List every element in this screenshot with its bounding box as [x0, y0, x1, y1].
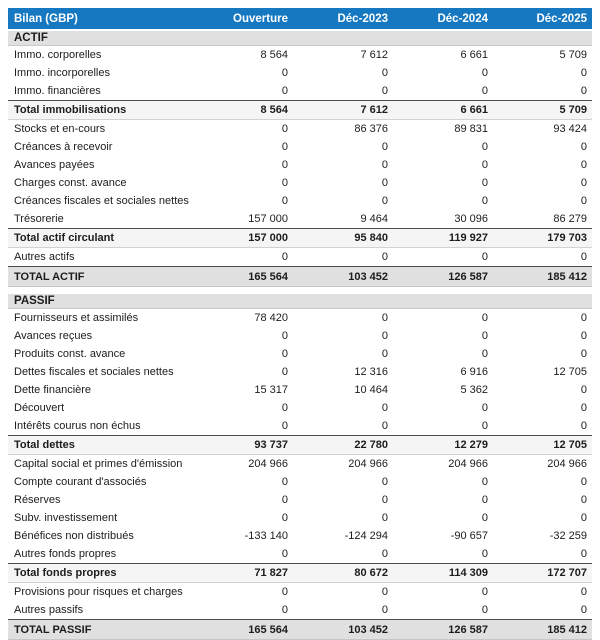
row-label: TOTAL PASSIF — [8, 620, 193, 640]
cell-value: 0 — [393, 491, 493, 509]
subtotal-row — [8, 436, 592, 455]
row-label: Avances payées — [8, 156, 193, 174]
table-row — [8, 248, 592, 267]
cell-value: 0 — [293, 417, 393, 436]
cell-value: 0 — [493, 248, 592, 267]
row-label: Intérêts courus non échus — [8, 417, 193, 436]
cell-value: 119 927 — [393, 229, 493, 248]
cell-value: 0 — [493, 583, 592, 602]
cell-value: 0 — [293, 491, 393, 509]
row-label: Total immobilisations — [8, 101, 193, 120]
cell-value: 0 — [193, 545, 293, 564]
cell-value: 165 564 — [193, 620, 293, 640]
cell-value: 0 — [193, 583, 293, 602]
row-label: Subv. investissement — [8, 509, 193, 527]
table-row — [8, 417, 592, 436]
table-title: Bilan (GBP) — [8, 8, 193, 30]
row-label: Autres actifs — [8, 248, 193, 267]
cell-value: 0 — [293, 473, 393, 491]
cell-value: 0 — [393, 327, 493, 345]
cell-value: 0 — [293, 309, 393, 328]
cell-value: 15 317 — [193, 381, 293, 399]
cell-value: -133 140 — [193, 527, 293, 545]
cell-value: 0 — [193, 601, 293, 620]
cell-value: 0 — [393, 174, 493, 192]
cell-value: 0 — [193, 417, 293, 436]
table-row — [8, 138, 592, 156]
cell-value: 172 707 — [493, 564, 592, 583]
cell-value: 0 — [493, 192, 592, 210]
cell-value: 0 — [493, 309, 592, 328]
table-row — [8, 381, 592, 399]
cell-value: 7 612 — [293, 101, 393, 120]
cell-value: -32 259 — [493, 527, 592, 545]
cell-value: 0 — [193, 509, 293, 527]
cell-value: 10 464 — [293, 381, 393, 399]
cell-value: 95 840 — [293, 229, 393, 248]
cell-value: 0 — [493, 138, 592, 156]
table-row — [8, 174, 592, 192]
table-row — [8, 210, 592, 229]
row-label: Découvert — [8, 399, 193, 417]
cell-value: 204 966 — [393, 455, 493, 474]
section-row — [8, 294, 592, 309]
table-row — [8, 509, 592, 527]
cell-value: 0 — [193, 345, 293, 363]
cell-value: 0 — [193, 248, 293, 267]
row-label: Réserves — [8, 491, 193, 509]
row-label: Produits const. avance — [8, 345, 193, 363]
cell-value: 0 — [393, 192, 493, 210]
cell-value: 103 452 — [293, 620, 393, 640]
row-label: Autres passifs — [8, 601, 193, 620]
column-header-dec-2023: Déc-2023 — [293, 8, 393, 30]
cell-value: 0 — [493, 417, 592, 436]
cell-value: 157 000 — [193, 210, 293, 229]
cell-value: 0 — [193, 120, 293, 139]
cell-value: 30 096 — [393, 210, 493, 229]
row-label: Total actif circulant — [8, 229, 193, 248]
cell-value: 93 737 — [193, 436, 293, 455]
row-label: Trésorerie — [8, 210, 193, 229]
table-row — [8, 345, 592, 363]
table-row — [8, 527, 592, 545]
cell-value: 0 — [193, 138, 293, 156]
cell-value: 0 — [193, 156, 293, 174]
row-label: Capital social et primes d'émission — [8, 455, 193, 474]
row-label: ACTIF — [8, 30, 592, 46]
subtotal-row — [8, 101, 592, 120]
header-row — [8, 8, 592, 30]
cell-value: 165 564 — [193, 267, 293, 287]
cell-value: 0 — [193, 174, 293, 192]
cell-value: 0 — [193, 192, 293, 210]
cell-value: 86 279 — [493, 210, 592, 229]
cell-value: 9 464 — [293, 210, 393, 229]
cell-value: 0 — [193, 399, 293, 417]
table-row — [8, 46, 592, 65]
cell-value: 0 — [493, 82, 592, 101]
table-row — [8, 399, 592, 417]
cell-value: 0 — [493, 491, 592, 509]
table-row — [8, 455, 592, 474]
cell-value: 0 — [293, 545, 393, 564]
cell-value: 0 — [293, 248, 393, 267]
cell-value: 12 279 — [393, 436, 493, 455]
cell-value: 0 — [293, 192, 393, 210]
cell-value: 185 412 — [493, 620, 592, 640]
table-row — [8, 120, 592, 139]
cell-value: 5 709 — [493, 101, 592, 120]
cell-value: 0 — [393, 309, 493, 328]
table-row — [8, 473, 592, 491]
column-header-dec-2024: Déc-2024 — [393, 8, 493, 30]
table-row — [8, 64, 592, 82]
cell-value: 0 — [393, 601, 493, 620]
table-row — [8, 82, 592, 101]
cell-value: 0 — [493, 327, 592, 345]
grand-total-row — [8, 620, 592, 640]
cell-value: 5 362 — [393, 381, 493, 399]
row-label: Fournisseurs et assimilés — [8, 309, 193, 328]
row-label: Total fonds propres — [8, 564, 193, 583]
cell-value: 0 — [493, 601, 592, 620]
table-row — [8, 583, 592, 602]
cell-value: 0 — [393, 82, 493, 101]
row-label: TOTAL ACTIF — [8, 267, 193, 287]
row-label: Stocks et en-cours — [8, 120, 193, 139]
subtotal-row — [8, 229, 592, 248]
row-label: Provisions pour risques et charges — [8, 583, 193, 602]
table-row — [8, 545, 592, 564]
cell-value: 114 309 — [393, 564, 493, 583]
cell-value: 89 831 — [393, 120, 493, 139]
row-label: Immo. financières — [8, 82, 193, 101]
cell-value: 0 — [393, 248, 493, 267]
row-label: Charges const. avance — [8, 174, 193, 192]
cell-value: 0 — [293, 509, 393, 527]
table-row — [8, 309, 592, 328]
cell-value: 0 — [393, 64, 493, 82]
balance-sheet-body — [8, 30, 592, 640]
cell-value: 8 564 — [193, 101, 293, 120]
cell-value: 0 — [493, 509, 592, 527]
cell-value: 0 — [493, 174, 592, 192]
row-label: Créances fiscales et sociales nettes — [8, 192, 193, 210]
cell-value: 0 — [293, 399, 393, 417]
cell-value: -90 657 — [393, 527, 493, 545]
cell-value: 204 966 — [493, 455, 592, 474]
cell-value: 126 587 — [393, 620, 493, 640]
grand-total-row — [8, 267, 592, 287]
cell-value: 0 — [493, 381, 592, 399]
cell-value: 93 424 — [493, 120, 592, 139]
table-row — [8, 363, 592, 381]
cell-value: 157 000 — [193, 229, 293, 248]
cell-value: 0 — [293, 156, 393, 174]
row-label: Créances à recevoir — [8, 138, 193, 156]
section-row — [8, 30, 592, 46]
cell-value: 0 — [293, 174, 393, 192]
cell-value: 12 705 — [493, 436, 592, 455]
cell-value: 103 452 — [293, 267, 393, 287]
cell-value: 0 — [493, 64, 592, 82]
row-label: PASSIF — [8, 294, 592, 309]
row-label: Compte courant d'associés — [8, 473, 193, 491]
table-row — [8, 491, 592, 509]
cell-value: 0 — [493, 545, 592, 564]
cell-value: 0 — [393, 399, 493, 417]
cell-value: 0 — [493, 399, 592, 417]
cell-value: 0 — [193, 473, 293, 491]
table-row — [8, 601, 592, 620]
cell-value: 0 — [393, 473, 493, 491]
cell-value: 0 — [393, 583, 493, 602]
cell-value: 0 — [393, 417, 493, 436]
cell-value: -124 294 — [293, 527, 393, 545]
cell-value: 0 — [293, 345, 393, 363]
table-row — [8, 192, 592, 210]
cell-value: 0 — [393, 156, 493, 174]
cell-value: 0 — [293, 138, 393, 156]
cell-value: 0 — [493, 345, 592, 363]
cell-value: 0 — [193, 327, 293, 345]
row-label: Bénéfices non distribués — [8, 527, 193, 545]
cell-value: 0 — [293, 82, 393, 101]
row-label: Immo. incorporelles — [8, 64, 193, 82]
cell-value: 0 — [193, 82, 293, 101]
cell-value: 0 — [193, 491, 293, 509]
cell-value: 12 705 — [493, 363, 592, 381]
cell-value: 5 709 — [493, 46, 592, 65]
row-label: Avances reçues — [8, 327, 193, 345]
cell-value: 0 — [193, 64, 293, 82]
cell-value: 80 672 — [293, 564, 393, 583]
table-row — [8, 156, 592, 174]
cell-value: 0 — [493, 473, 592, 491]
cell-value: 0 — [393, 345, 493, 363]
cell-value: 126 587 — [393, 267, 493, 287]
table-row — [8, 327, 592, 345]
cell-value: 78 420 — [193, 309, 293, 328]
cell-value: 0 — [393, 138, 493, 156]
row-label: Immo. corporelles — [8, 46, 193, 65]
spacer-row — [8, 287, 592, 295]
cell-value: 0 — [493, 156, 592, 174]
cell-value: 204 966 — [293, 455, 393, 474]
cell-value: 0 — [393, 509, 493, 527]
cell-value: 0 — [293, 64, 393, 82]
subtotal-row — [8, 564, 592, 583]
cell-value: 204 966 — [193, 455, 293, 474]
cell-value: 179 703 — [493, 229, 592, 248]
cell-value: 6 916 — [393, 363, 493, 381]
cell-value: 6 661 — [393, 46, 493, 65]
row-label — [8, 287, 592, 295]
row-label: Autres fonds propres — [8, 545, 193, 564]
cell-value: 185 412 — [493, 267, 592, 287]
cell-value: 22 780 — [293, 436, 393, 455]
row-label: Total dettes — [8, 436, 193, 455]
cell-value: 86 376 — [293, 120, 393, 139]
cell-value: 0 — [293, 327, 393, 345]
cell-value: 0 — [393, 545, 493, 564]
cell-value: 71 827 — [193, 564, 293, 583]
balance-sheet-table — [8, 8, 592, 640]
cell-value: 0 — [293, 583, 393, 602]
row-label: Dette financière — [8, 381, 193, 399]
cell-value: 12 316 — [293, 363, 393, 381]
cell-value: 6 661 — [393, 101, 493, 120]
row-label: Dettes fiscales et sociales nettes — [8, 363, 193, 381]
cell-value: 7 612 — [293, 46, 393, 65]
cell-value: 8 564 — [193, 46, 293, 65]
cell-value: 0 — [293, 601, 393, 620]
column-header-dec-2025: Déc-2025 — [493, 8, 592, 30]
column-header-ouverture: Ouverture — [193, 8, 293, 30]
cell-value: 0 — [193, 363, 293, 381]
